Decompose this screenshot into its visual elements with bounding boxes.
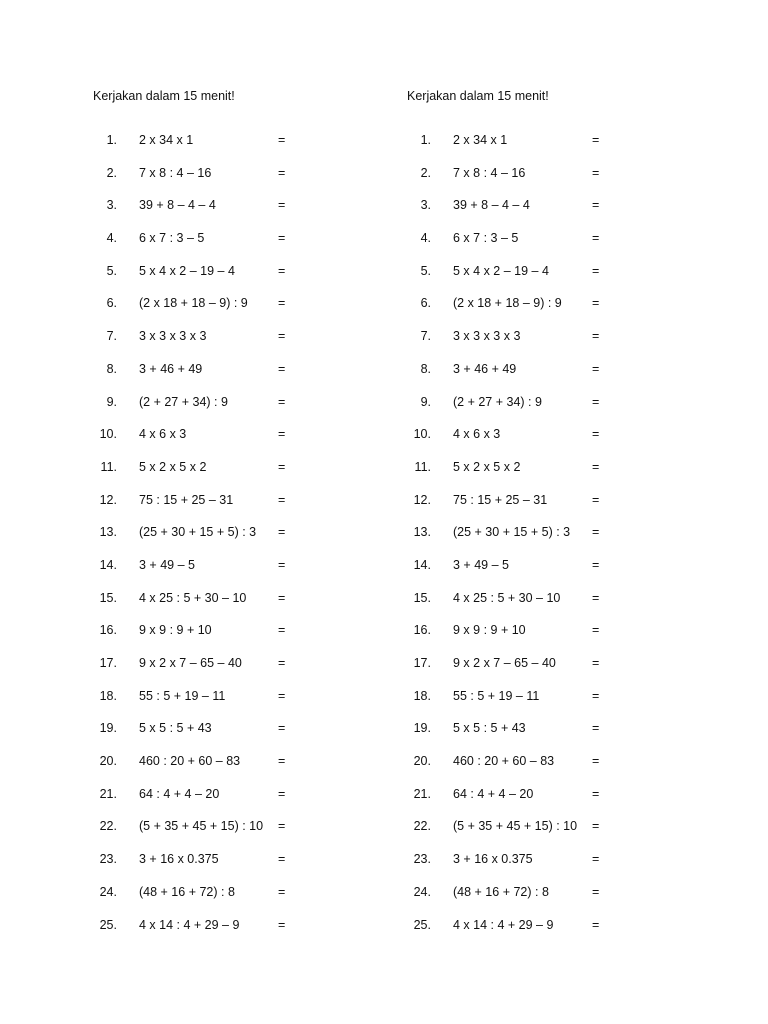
problem-row <box>407 263 707 296</box>
equals-sign: = <box>592 884 600 899</box>
problem-row <box>93 132 393 165</box>
problem-number: 3. <box>106 198 117 213</box>
problem-number: 4. <box>420 231 431 246</box>
problem-expression: 55 : 5 + 19 – 11 <box>453 688 540 703</box>
problem-expression: 5 x 5 : 5 + 43 <box>453 721 526 736</box>
problem-number: 2. <box>106 165 117 180</box>
problem-row <box>407 459 707 492</box>
problem-expression: (5 + 35 + 45 + 15) : 10 <box>453 819 578 834</box>
problem-expression: 7 x 8 : 4 – 16 <box>453 165 526 180</box>
problem-number: 24. <box>413 884 431 899</box>
problem-expression: 4 x 14 : 4 + 29 – 9 <box>139 917 240 932</box>
problem-row <box>93 917 393 950</box>
equals-sign: = <box>278 394 286 409</box>
problem-number: 18. <box>413 688 431 703</box>
problem-number: 11. <box>414 459 431 474</box>
problem-number: 8. <box>106 361 117 376</box>
problem-expression: 9 x 9 : 9 + 10 <box>139 623 212 638</box>
equals-sign: = <box>278 492 286 507</box>
problem-row <box>93 884 393 917</box>
problem-expression: 5 x 4 x 2 – 19 – 4 <box>453 263 549 278</box>
problem-number: 25. <box>99 917 117 932</box>
problem-row <box>93 165 393 198</box>
problem-row <box>407 492 707 525</box>
problem-row <box>93 688 393 721</box>
equals-sign: = <box>592 754 600 769</box>
problem-expression: 5 x 4 x 2 – 19 – 4 <box>139 263 235 278</box>
problem-expression: 39 + 8 – 4 – 4 <box>139 198 216 213</box>
problem-expression: (2 x 18 + 18 – 9) : 9 <box>453 296 562 311</box>
equals-sign: = <box>278 557 286 572</box>
problem-expression: 4 x 6 x 3 <box>139 427 187 442</box>
problem-row <box>93 492 393 525</box>
problem-number: 21. <box>99 786 117 801</box>
problem-list <box>93 132 393 949</box>
equals-sign: = <box>592 557 600 572</box>
problem-number: 23. <box>99 852 117 867</box>
problem-row <box>407 295 707 328</box>
problem-row <box>407 328 707 361</box>
problem-row <box>407 851 707 884</box>
problem-expression: 75 : 15 + 25 – 31 <box>453 492 548 507</box>
problem-row <box>93 720 393 753</box>
problem-number: 14. <box>413 557 431 572</box>
problem-number: 21. <box>413 786 431 801</box>
problem-row <box>407 786 707 819</box>
problem-number: 1. <box>106 133 117 147</box>
problem-number: 7. <box>106 329 117 344</box>
problem-expression: 5 x 2 x 5 x 2 <box>139 459 207 474</box>
problem-number: 7. <box>420 329 431 344</box>
problem-number: 14. <box>99 557 117 572</box>
problem-row <box>93 557 393 590</box>
problem-number: 11. <box>100 459 117 474</box>
problem-row <box>407 230 707 263</box>
equals-sign: = <box>278 852 286 867</box>
equals-sign: = <box>278 329 286 344</box>
problem-expression: 3 + 16 x 0.375 <box>139 852 219 867</box>
problem-number: 1. <box>420 133 431 147</box>
problem-number: 9. <box>106 394 117 409</box>
equals-sign: = <box>592 786 600 801</box>
equals-sign: = <box>278 165 286 180</box>
problem-expression: 3 + 49 – 5 <box>139 557 195 572</box>
equals-sign: = <box>278 198 286 213</box>
equals-sign: = <box>592 263 600 278</box>
worksheet-column-left <box>93 87 393 932</box>
problem-number: 22. <box>99 819 117 834</box>
problem-number: 12. <box>99 492 117 507</box>
problem-row <box>407 361 707 394</box>
problem-row <box>93 197 393 230</box>
equals-sign: = <box>592 361 600 376</box>
problem-expression: 9 x 9 : 9 + 10 <box>453 623 526 638</box>
equals-sign: = <box>592 165 600 180</box>
problem-row <box>407 197 707 230</box>
problem-number: 12. <box>413 492 431 507</box>
problem-number: 15. <box>413 590 431 605</box>
problem-row <box>407 557 707 590</box>
problem-list <box>407 132 707 949</box>
problem-row <box>407 753 707 786</box>
problem-expression: 460 : 20 + 60 – 83 <box>453 754 555 769</box>
problem-expression: 4 x 25 : 5 + 30 – 10 <box>139 590 247 605</box>
problem-number: 17. <box>99 656 117 670</box>
problem-number: 4. <box>106 231 117 246</box>
equals-sign: = <box>278 623 286 638</box>
worksheet-column-right <box>407 87 707 932</box>
problem-expression: (48 + 16 + 72) : 8 <box>453 884 549 899</box>
problem-number: 13. <box>413 525 431 540</box>
problem-number: 16. <box>413 623 431 638</box>
problem-row <box>93 590 393 623</box>
problem-number: 20. <box>413 754 431 769</box>
problem-number: 22. <box>413 819 431 834</box>
problem-number: 13. <box>99 525 117 540</box>
equals-sign: = <box>592 688 600 703</box>
problem-expression: 9 x 2 x 7 – 65 – 40 <box>453 656 556 670</box>
problem-expression: 39 + 8 – 4 – 4 <box>453 198 530 213</box>
problem-row <box>93 753 393 786</box>
problem-row <box>407 590 707 623</box>
problem-expression: 3 + 16 x 0.375 <box>453 852 533 867</box>
problem-expression: 460 : 20 + 60 – 83 <box>139 754 241 769</box>
equals-sign: = <box>592 459 600 474</box>
problem-row <box>407 165 707 198</box>
equals-sign: = <box>592 623 600 638</box>
problem-row <box>93 328 393 361</box>
problem-row <box>407 818 707 851</box>
problem-expression: 4 x 25 : 5 + 30 – 10 <box>453 590 561 605</box>
equals-sign: = <box>278 590 286 605</box>
problem-row <box>407 132 707 165</box>
equals-sign: = <box>592 590 600 605</box>
equals-sign: = <box>592 133 600 147</box>
equals-sign: = <box>592 492 600 507</box>
equals-sign: = <box>592 656 600 670</box>
problem-expression: 6 x 7 : 3 – 5 <box>453 231 519 246</box>
instruction-title: Kerjakan dalam 15 menit! <box>407 89 549 103</box>
problem-row <box>93 361 393 394</box>
problem-expression: 9 x 2 x 7 – 65 – 40 <box>139 656 242 670</box>
equals-sign: = <box>278 917 286 932</box>
problem-expression: 64 : 4 + 4 – 20 <box>139 786 220 801</box>
equals-sign: = <box>592 819 600 834</box>
problem-expression: 4 x 6 x 3 <box>453 427 501 442</box>
problem-number: 5. <box>420 263 431 278</box>
problem-number: 24. <box>99 884 117 899</box>
problem-row <box>93 394 393 427</box>
problem-number: 20. <box>99 754 117 769</box>
problem-expression: 3 + 46 + 49 <box>139 361 203 376</box>
problem-expression: 3 + 46 + 49 <box>453 361 517 376</box>
problem-expression: 3 + 49 – 5 <box>453 557 509 572</box>
equals-sign: = <box>278 427 286 442</box>
problem-expression: 5 x 2 x 5 x 2 <box>453 459 521 474</box>
equals-sign: = <box>278 786 286 801</box>
problem-number: 8. <box>420 361 431 376</box>
problem-row <box>407 655 707 688</box>
instruction-title: Kerjakan dalam 15 menit! <box>93 89 235 103</box>
problem-row <box>407 622 707 655</box>
problem-expression: 2 x 34 x 1 <box>453 133 508 147</box>
equals-sign: = <box>278 656 286 670</box>
problem-number: 25. <box>413 917 431 932</box>
equals-sign: = <box>592 198 600 213</box>
problem-number: 3. <box>420 198 431 213</box>
equals-sign: = <box>278 884 286 899</box>
problem-row <box>93 524 393 557</box>
problem-expression: (48 + 16 + 72) : 8 <box>139 884 235 899</box>
equals-sign: = <box>278 819 286 834</box>
problem-number: 19. <box>413 721 431 736</box>
equals-sign: = <box>278 296 286 311</box>
equals-sign: = <box>278 754 286 769</box>
equals-sign: = <box>592 917 600 932</box>
problem-number: 5. <box>106 263 117 278</box>
equals-sign: = <box>592 721 600 736</box>
problem-row <box>407 688 707 721</box>
problem-row <box>93 655 393 688</box>
problem-number: 2. <box>420 165 431 180</box>
equals-sign: = <box>278 688 286 703</box>
equals-sign: = <box>592 394 600 409</box>
equals-sign: = <box>592 296 600 311</box>
problem-number: 15. <box>99 590 117 605</box>
problem-row <box>93 263 393 296</box>
problem-row <box>93 851 393 884</box>
problem-row <box>93 295 393 328</box>
problem-row <box>93 230 393 263</box>
problem-expression: 64 : 4 + 4 – 20 <box>453 786 534 801</box>
problem-expression: 75 : 15 + 25 – 31 <box>139 492 234 507</box>
problem-expression: 3 x 3 x 3 x 3 <box>139 329 207 344</box>
problem-number: 10. <box>99 427 117 442</box>
problem-expression: (5 + 35 + 45 + 15) : 10 <box>139 819 264 834</box>
problem-row <box>93 426 393 459</box>
problem-expression: 4 x 14 : 4 + 29 – 9 <box>453 917 554 932</box>
problem-row <box>93 622 393 655</box>
problem-row <box>407 720 707 753</box>
equals-sign: = <box>278 361 286 376</box>
problem-number: 6. <box>106 296 117 311</box>
problem-number: 18. <box>99 688 117 703</box>
equals-sign: = <box>592 427 600 442</box>
problem-row <box>407 426 707 459</box>
problem-expression: (25 + 30 + 15 + 5) : 3 <box>453 525 571 540</box>
problem-expression: 2 x 34 x 1 <box>139 133 194 147</box>
problem-expression: 55 : 5 + 19 – 11 <box>139 688 226 703</box>
problem-number: 10. <box>413 427 431 442</box>
problem-number: 23. <box>413 852 431 867</box>
problem-expression: (2 x 18 + 18 – 9) : 9 <box>139 296 248 311</box>
problem-expression: 5 x 5 : 5 + 43 <box>139 721 212 736</box>
problem-number: 19. <box>99 721 117 736</box>
problem-row <box>93 818 393 851</box>
problem-number: 6. <box>420 296 431 311</box>
equals-sign: = <box>592 231 600 246</box>
problem-number: 17. <box>413 656 431 670</box>
equals-sign: = <box>278 263 286 278</box>
problem-row <box>407 394 707 427</box>
problem-expression: 3 x 3 x 3 x 3 <box>453 329 521 344</box>
equals-sign: = <box>592 329 600 344</box>
problem-expression: (2 + 27 + 34) : 9 <box>139 394 228 409</box>
equals-sign: = <box>592 525 600 540</box>
problem-row <box>93 459 393 492</box>
problem-row <box>407 917 707 950</box>
problem-number: 16. <box>99 623 117 638</box>
equals-sign: = <box>278 231 286 246</box>
problem-row <box>407 524 707 557</box>
problem-expression: 7 x 8 : 4 – 16 <box>139 165 212 180</box>
problem-row <box>407 884 707 917</box>
equals-sign: = <box>278 721 286 736</box>
equals-sign: = <box>592 852 600 867</box>
problem-expression: 6 x 7 : 3 – 5 <box>139 231 205 246</box>
problem-row <box>93 786 393 819</box>
problem-number: 9. <box>420 394 431 409</box>
problem-expression: (25 + 30 + 15 + 5) : 3 <box>139 525 257 540</box>
equals-sign: = <box>278 525 286 540</box>
problem-expression: (2 + 27 + 34) : 9 <box>453 394 542 409</box>
equals-sign: = <box>278 133 286 147</box>
equals-sign: = <box>278 459 286 474</box>
